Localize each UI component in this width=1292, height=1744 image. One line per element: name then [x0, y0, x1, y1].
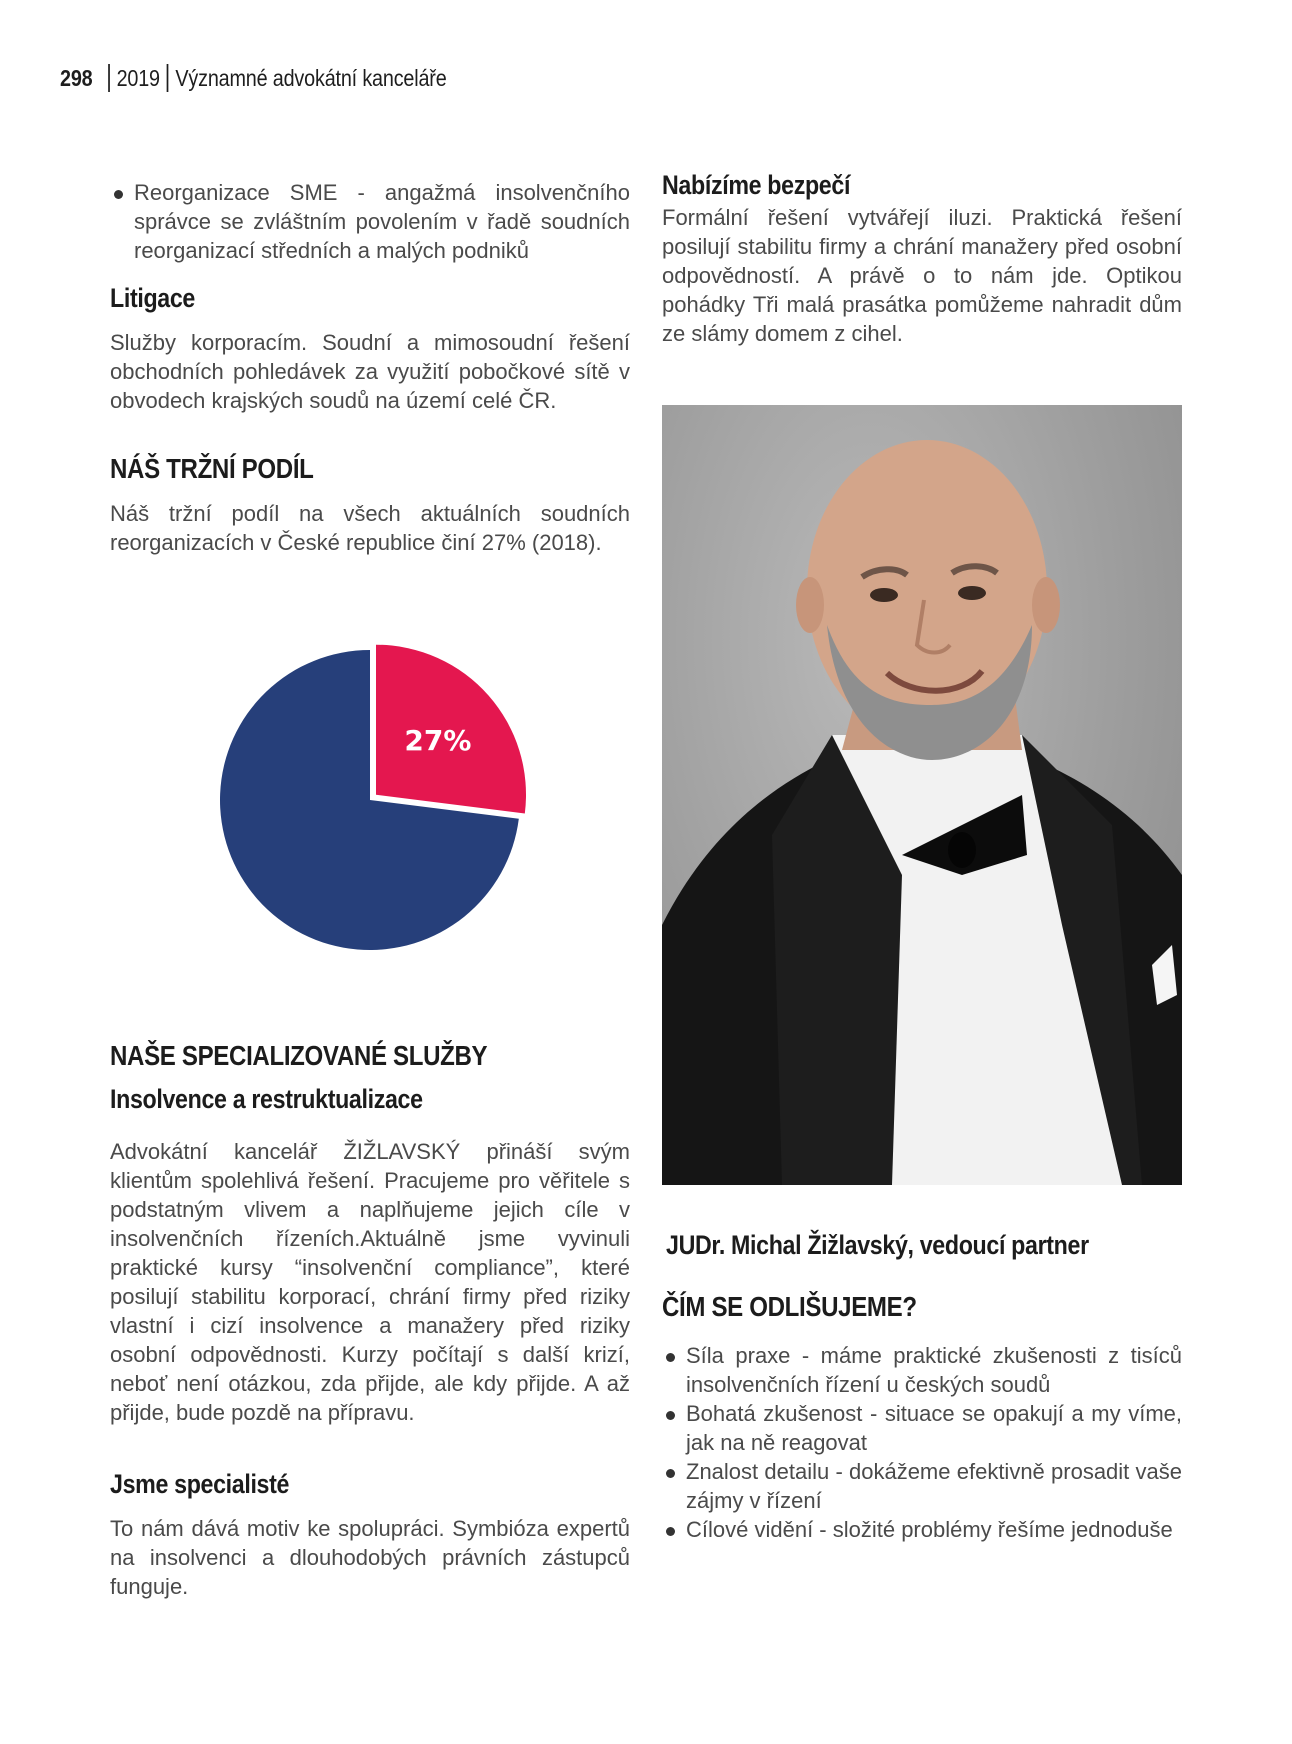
insolvence-heading: Insolvence a restruktualizace: [110, 1084, 423, 1114]
header-year: 2019: [116, 64, 160, 91]
page-number: 298: [60, 64, 93, 91]
bezpeci-text: Formální řešení vytvářejí iluzi. Praktická řešení posilují stabilitu firmy a chrání manažery před osobní odpovědností. A právě o to nám jde. Optikou pohádky Tři malá prasátka pomůžeme nahradit dům ze slámy domem z cihel.: [662, 205, 1182, 346]
bezpeci-heading: Nabízíme bezpečí: [662, 170, 851, 200]
specialiste-heading: Jsme specialisté: [110, 1469, 290, 1499]
podil-heading: NÁŠ TRŽNÍ PODÍL: [110, 453, 314, 484]
right-column-lower: [662, 1230, 1182, 1544]
list-item: Znalost detailu - dokážeme efektivně prosadit vaše zájmy v řízení: [662, 1457, 1182, 1515]
header-divider: [108, 64, 110, 92]
header-publication: Významné advokátní kanceláře: [175, 64, 447, 91]
podil-text: Náš tržní podíl na všech aktuálních soudních reorganizacích v České republice činí 27% (2018).: [110, 501, 630, 555]
pie-svg: [210, 640, 530, 960]
litigace-heading: Litigace: [110, 283, 195, 313]
odlisujeme-heading: ČÍM SE ODLIŠUJEME?: [662, 1291, 917, 1322]
pie-slice-label: 27%: [404, 724, 472, 758]
specialiste-text: To nám dává motiv ke spolupráci. Symbióza expertů na insolvenci a dlouhodobých právních zástupců funguje.: [110, 1516, 630, 1599]
list-item: Síla praxe - máme praktické zkušenosti z tisíců insolvenčních řízení u českých soudů: [662, 1341, 1182, 1399]
running-header: [60, 64, 447, 92]
portrait-illustration: [662, 405, 1182, 1185]
header-divider: [167, 64, 169, 92]
sluzby-heading: NAŠE SPECIALIZOVANÉ SLUŽBY: [110, 1040, 488, 1071]
list-item: Bohatá zkušenost - situace se opakují a my víme, jak na ně reagovat: [662, 1399, 1182, 1457]
left-column: [110, 178, 630, 557]
litigace-text: Služby korporacím. Soudní a mimosoudní řešení obchodních pohledávek za využití pobočkové sítě v obvodech krajských soudů na území celé ČR.: [110, 330, 630, 413]
odlisujeme-list: [662, 1341, 1182, 1544]
market-share-pie-chart: [210, 640, 530, 960]
list-item: Cílové vidění - složité problémy řešíme jednoduše: [662, 1515, 1182, 1544]
list-item: Reorganizace SME - angažmá insolvenčního správce se zvláštním povolením v řadě soudních reorganizací středních a malých podniků: [110, 178, 630, 265]
left-column-lower: [110, 1040, 630, 1601]
reorganizace-list: [110, 178, 630, 265]
insolvence-text: Advokátní kancelář ŽIŽLAVSKÝ přináší svým klientům spolehlivá řešení. Pracujeme pro věřitele s podstatným vlivem a naplňujeme jejich cíle v insolvenčních řízeních.Aktuálně jsme vyvinuli praktické kursy “insolvenční compliance”, které posilují stabilitu korporací, chrání firmy před riziky vlastní i cizí insolvence a manažery před riziky osobní odpovědnosti. Kurzy počítají s další krizí, neboť není otázkou, zda přijde, ale kdy přijde. A až přijde, bude pozdě na přípravu.: [110, 1139, 630, 1425]
portrait-photo: [662, 405, 1182, 1185]
photo-caption: JUDr. Michal Žižlavský, vedoucí partner: [666, 1230, 1089, 1260]
right-column: [662, 170, 1182, 348]
